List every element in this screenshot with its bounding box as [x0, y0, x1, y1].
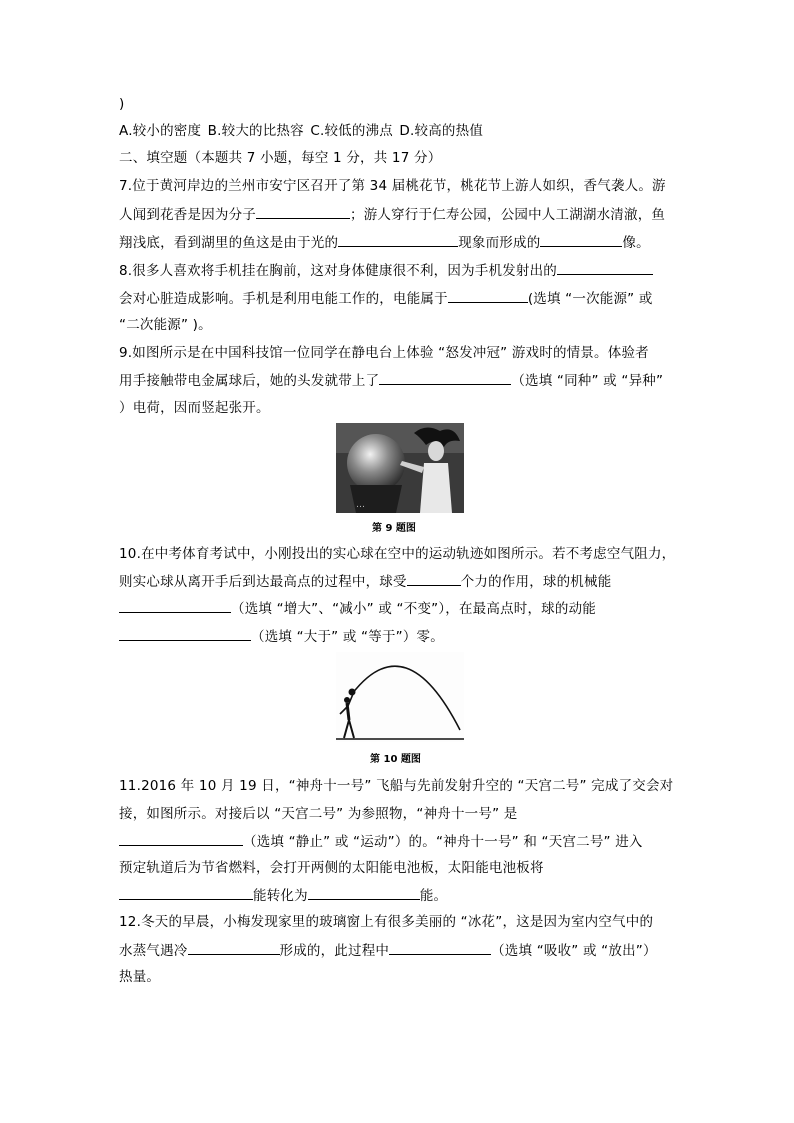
q10-line-2: [119, 571, 611, 592]
question-fragment: ): [119, 96, 125, 112]
section-heading: 二、填空题（本题共 7 小题，每空 1 分，共 17 分）: [119, 150, 442, 166]
q11-line-1: 11.2016 年 10 月 19 日，“神舟十一号” 飞船与先前发射升空的 “天宫二号” 完成了交会对: [119, 778, 674, 794]
q9-line-3: ）电荷，因而竖起张开。: [119, 400, 270, 416]
q10-line-1: 10.在中考体育考试中，小刚投出的实心球在空中的运动轨迹如图所示。若不考虑空气阻力，: [119, 546, 676, 562]
q12-text: 形成的，此过程中: [279, 943, 390, 959]
q11-line-3: [119, 831, 643, 852]
q12-line-2: [119, 940, 657, 961]
q7-text: 人闻到花香是因为分子: [119, 207, 256, 223]
q7-text: 翔浅底，看到湖里的鱼这是由于光的: [119, 235, 339, 251]
q8-line-3: “二次能源” )。: [119, 317, 212, 333]
q11-text: 能。: [419, 888, 448, 904]
figure-10: [336, 652, 464, 764]
q9-line-1: 9.如图所示是在中国科技馆一位同学在静电台上体验 “怒发冲冠” 游戏时的情景。体验者: [119, 345, 649, 361]
q8-line-1: [119, 260, 653, 281]
figure-caption: 第 10 题图: [370, 754, 421, 765]
q12-text: 水蒸气遇冷: [119, 943, 188, 959]
q10-text: （选填 “增大”、“减小” 或 “不变”），在最高点时，球的动能: [231, 601, 596, 617]
answer-blank[interactable]: [308, 885, 420, 900]
svg-text:…: …: [356, 500, 365, 510]
answer-blank[interactable]: [540, 232, 622, 247]
q7-text: ；游人穿行于仁寿公园，公园中人工湖湖水清澈，鱼: [350, 207, 666, 223]
answer-blank[interactable]: [338, 232, 458, 247]
q12-text: （选填 “吸收” 或 “放出”）: [491, 943, 657, 959]
answer-blank[interactable]: [256, 204, 350, 219]
answer-blank[interactable]: [448, 288, 528, 303]
q8-text: (选填 “一次能源” 或: [527, 291, 653, 307]
answer-blank[interactable]: [379, 370, 511, 385]
answer-blank[interactable]: [119, 598, 231, 613]
q7-text: 像。: [622, 235, 650, 251]
static-electricity-photo: [336, 423, 464, 513]
q10-line-4: [119, 626, 444, 647]
q10-text: 个力的作用，球的机械能: [460, 574, 612, 590]
q9-line-2: [119, 370, 663, 391]
q10-text: 则实心球从离开手后到达最高点的过程中，球受: [119, 574, 407, 590]
answer-blank[interactable]: [119, 831, 243, 846]
answer-options: A.较小的密度 B.较大的比热容 C.较低的沸点 D.较高的热值: [119, 123, 484, 139]
q10-text: （选填 “大于” 或 “等于”）零。: [251, 629, 444, 645]
q11-line-2: 接，如图所示。对接后以 “天宫二号” 为参照物，“神舟十一号” 是: [119, 806, 518, 822]
q11-line-5: [119, 885, 447, 906]
q12-line-1: 12.冬天的早晨，小梅发现家里的玻璃窗上有很多美丽的 “冰花”，这是因为室内空气中的: [119, 914, 654, 930]
answer-blank[interactable]: [188, 940, 280, 955]
q9-text: （选填 “同种” 或 “异种”: [511, 373, 664, 389]
q8-text: 会对心脏造成影响。手机是利用电能工作的，电能属于: [119, 291, 448, 307]
answer-blank[interactable]: [557, 260, 653, 275]
trajectory-drawing: [336, 652, 464, 742]
figure-9: [336, 423, 464, 533]
q11-text: 能转化为: [253, 888, 308, 904]
answer-blank[interactable]: [407, 571, 461, 586]
q7-line-3: [119, 232, 650, 253]
q8-text: 8.很多人喜欢将手机挂在胸前，这对身体健康很不利，因为手机发射出的: [119, 263, 557, 279]
q9-text: 用手接触带电金属球后，她的头发就带上了: [119, 373, 380, 389]
figure-caption: 第 9 题图: [372, 523, 416, 534]
answer-blank[interactable]: [119, 626, 251, 641]
q7-text: 现象而形成的: [458, 235, 541, 251]
answer-blank[interactable]: [119, 885, 253, 900]
q11-text: （选填 “静止” 或 “运动”）的。“神舟十一号” 和 “天宫二号” 进入: [243, 834, 643, 850]
q11-line-4: 预定轨道后为节省燃料，会打开两侧的太阳能电池板，太阳能电池板将: [119, 860, 544, 876]
q7-line-2: [119, 204, 665, 225]
q12-line-3: 热量。: [119, 969, 161, 985]
q10-line-3: [119, 598, 596, 619]
answer-blank[interactable]: [389, 940, 491, 955]
q7-line-1: 7.位于黄河岸边的兰州市安宁区召开了第 34 届桃花节，桃花节上游人如织，香气袭人。游: [119, 178, 666, 194]
q8-line-2: [119, 288, 653, 309]
